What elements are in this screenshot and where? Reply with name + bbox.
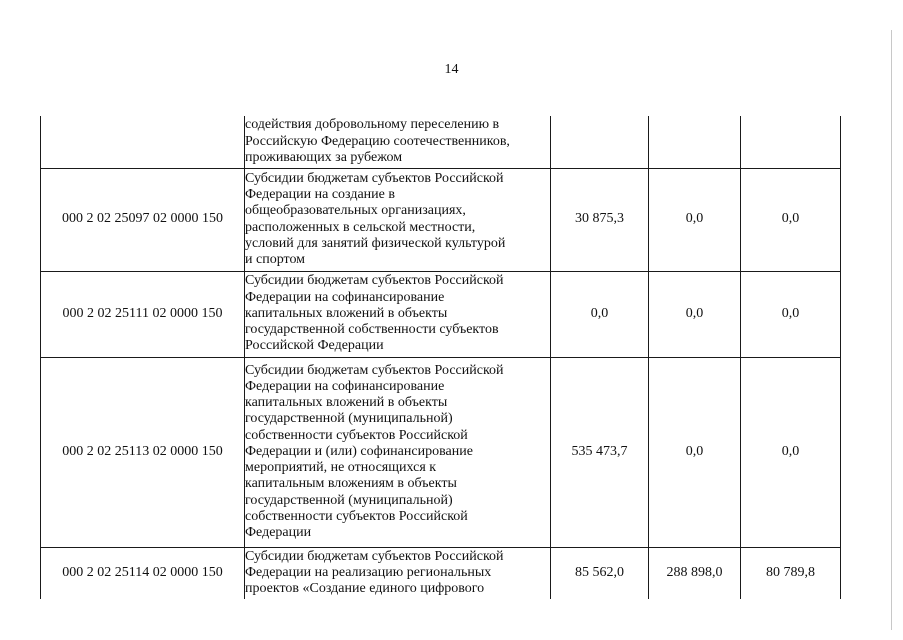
description-line: и спортом [245, 251, 306, 267]
description-line: содействия добровольному переселению в [245, 117, 500, 133]
amount-year-3: 0,0 [741, 168, 841, 271]
page-number: 14 [444, 62, 459, 77]
description-line: расположенных в сельской местности, [245, 219, 476, 235]
budget-code: 000 2 02 25111 02 0000 150 [41, 271, 245, 357]
budget-code: 000 2 02 25113 02 0000 150 [41, 357, 245, 547]
amount-year-1: 85 562,0 [551, 547, 649, 599]
income-description [245, 547, 551, 599]
description-line: Федерации [245, 524, 312, 540]
budget-code [41, 116, 245, 168]
amount-year-3 [741, 116, 841, 168]
income-description [245, 357, 551, 547]
amount-year-1: 0,0 [551, 271, 649, 357]
amount-year-3: 0,0 [741, 271, 841, 357]
description-line: собственности субъектов Российской [245, 427, 468, 443]
budget-code: 000 2 02 25097 02 0000 150 [41, 168, 245, 271]
description-line: условий для занятий физической культурой [245, 235, 506, 251]
description-line: Федерации на софинансирование [245, 379, 445, 395]
description-line: собственности субъектов Российской [245, 508, 468, 524]
amount-year-1: 30 875,3 [551, 168, 649, 271]
amount-year-2: 288 898,0 [649, 547, 741, 599]
table-row [41, 168, 841, 271]
budget-code: 000 2 02 25114 02 0000 150 [41, 547, 245, 599]
description-line: проживающих за рубежом [245, 149, 403, 165]
amount-year-1 [551, 116, 649, 168]
description-line: Российскую Федерацию соотечественников, [245, 133, 510, 149]
description-line: капитальных вложений в объекты [245, 395, 448, 411]
description-line: общеобразовательных организациях, [245, 203, 466, 219]
description-line: проектов «Создание единого цифрового [245, 581, 485, 597]
description-line: Федерации и (или) софинансирование [245, 443, 473, 459]
description-line: Субсидии бюджетам субъектов Российской [245, 273, 504, 289]
budget-table [40, 116, 841, 599]
description-line: Федерации на реализацию региональных [245, 565, 492, 581]
description-line: Субсидии бюджетам субъектов Российской [245, 362, 504, 378]
amount-year-2: 0,0 [649, 168, 741, 271]
income-description [245, 116, 551, 168]
description-line: капитальных вложений в объекты [245, 305, 448, 321]
table-row [41, 357, 841, 547]
table-row [41, 547, 841, 599]
description-line: государственной (муниципальной) [245, 411, 453, 427]
table-row [41, 271, 841, 357]
income-description [245, 168, 551, 271]
description-line: Федерации на создание в [245, 187, 395, 203]
income-description [245, 271, 551, 357]
description-line: Субсидии бюджетам субъектов Российской [245, 548, 504, 564]
description-line: Субсидии бюджетам субъектов Российской [245, 170, 504, 186]
description-line: капитальным вложениям в объекты [245, 476, 457, 492]
amount-year-2: 0,0 [649, 357, 741, 547]
amount-year-3: 0,0 [741, 357, 841, 547]
description-line: государственной (муниципальной) [245, 492, 453, 508]
table-row [41, 116, 841, 168]
amount-year-2: 0,0 [649, 271, 741, 357]
amount-year-3: 80 789,8 [741, 547, 841, 599]
amount-year-2 [649, 116, 741, 168]
description-line: Федерации на софинансирование [245, 289, 445, 305]
description-line: мероприятий, не относящихся к [245, 460, 437, 476]
description-line: государственной собственности субъектов [245, 322, 499, 338]
scan-edge-line [891, 30, 892, 630]
description-line: Российской Федерации [245, 338, 384, 354]
amount-year-1: 535 473,7 [551, 357, 649, 547]
